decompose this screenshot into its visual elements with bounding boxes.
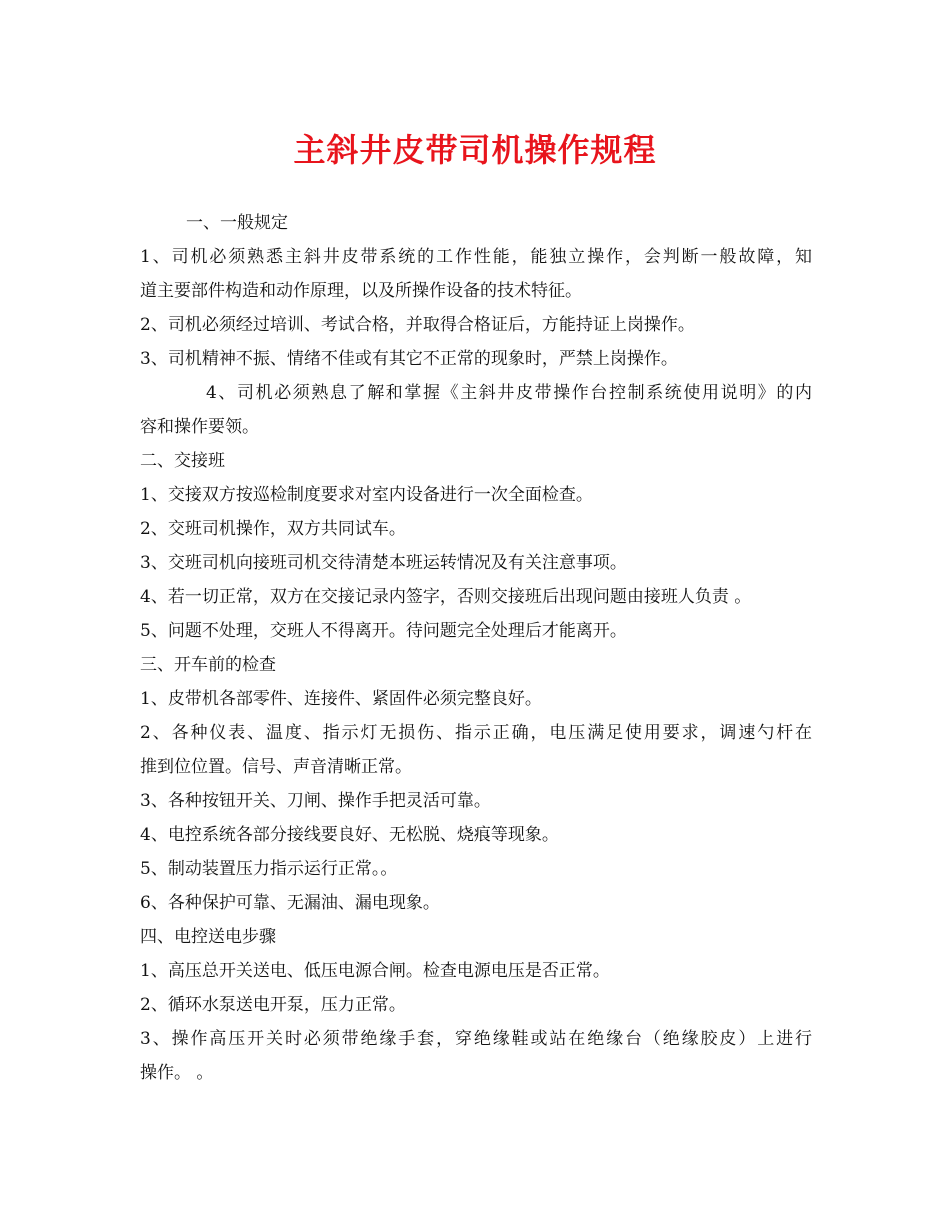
paragraph-line: 5、制动装置压力指示运行正常。。 <box>140 859 398 879</box>
paragraph-line: 3、操作高压开关时必须带绝缘手套，穿绝缘鞋或站在绝缘台（绝缘胶皮）上进行 <box>140 1029 812 1049</box>
section-heading: 四、电控送电步骤 <box>140 927 276 947</box>
paragraph-line: 2、循环水泵送电开泵，压力正常。 <box>140 995 406 1015</box>
paragraph-line: 2、交班司机操作，双方共同试车。 <box>140 519 406 539</box>
paragraph-line: 1、交接双方按巡检制度要求对室内设备进行一次全面检查。 <box>140 485 593 505</box>
paragraph-line: 1、皮带机各部零件、连接件、紧固件必须完整良好。 <box>140 689 542 709</box>
document-body <box>140 206 812 1090</box>
paragraph-line: 2、司机必须经过培训、考试合格，并取得合格证后，方能持证上岗操作。 <box>140 315 695 335</box>
paragraph-line: 6、各种保护可靠、无漏油、漏电现象。 <box>140 893 440 913</box>
paragraph-line: 3、各种按钮开关、刀闸、操作手把灵活可靠。 <box>140 791 491 811</box>
paragraph-line: 1、司机必须熟悉主斜井皮带系统的工作性能，能独立操作，会判断一般故障，知 <box>140 247 812 267</box>
paragraph-line: 道主要部件构造和动作原理，以及所操作设备的技术特征。 <box>140 281 582 301</box>
paragraph-line: 推到位位置。信号、声音清晰正常。 <box>140 757 412 777</box>
paragraph-line: 3、司机精神不振、情绪不佳或有其它不正常的现象时，严禁上岗操作。 <box>140 349 678 369</box>
document-title: 主斜井皮带司机操作规程 <box>293 131 657 169</box>
paragraph-line: 4、电控系统各部分接线要良好、无松脱、烧痕等现象。 <box>140 825 559 845</box>
paragraph-line: 4、司机必须熟息了解和掌握《主斜井皮带操作台控制系统使用说明》的内 <box>206 383 812 403</box>
section-heading: 一、一般规定 <box>186 213 288 233</box>
paragraph-line: 4、若一切正常，双方在交接记录内签字，否则交接班后出现问题由接班人负责 。 <box>140 587 752 607</box>
paragraph-line: 5、问题不处理，交班人不得离开。待问题完全处理后才能离开。 <box>140 621 627 641</box>
section-heading: 三、开车前的检查 <box>140 655 276 675</box>
paragraph-line: 操作。 。 <box>140 1063 214 1083</box>
paragraph-line: 3、交班司机向接班司机交待清楚本班运转情况及有关注意事项。 <box>140 553 627 573</box>
paragraph-line: 2、各种仪表、温度、指示灯无损伤、指示正确，电压满足使用要求，调速勺杆在 <box>140 723 812 743</box>
paragraph-line: 1、高压总开关送电、低压电源合闸。检查电源电压是否正常。 <box>140 961 610 981</box>
paragraph-line: 容和操作要领。 <box>140 417 259 437</box>
section-heading: 二、交接班 <box>140 451 225 471</box>
